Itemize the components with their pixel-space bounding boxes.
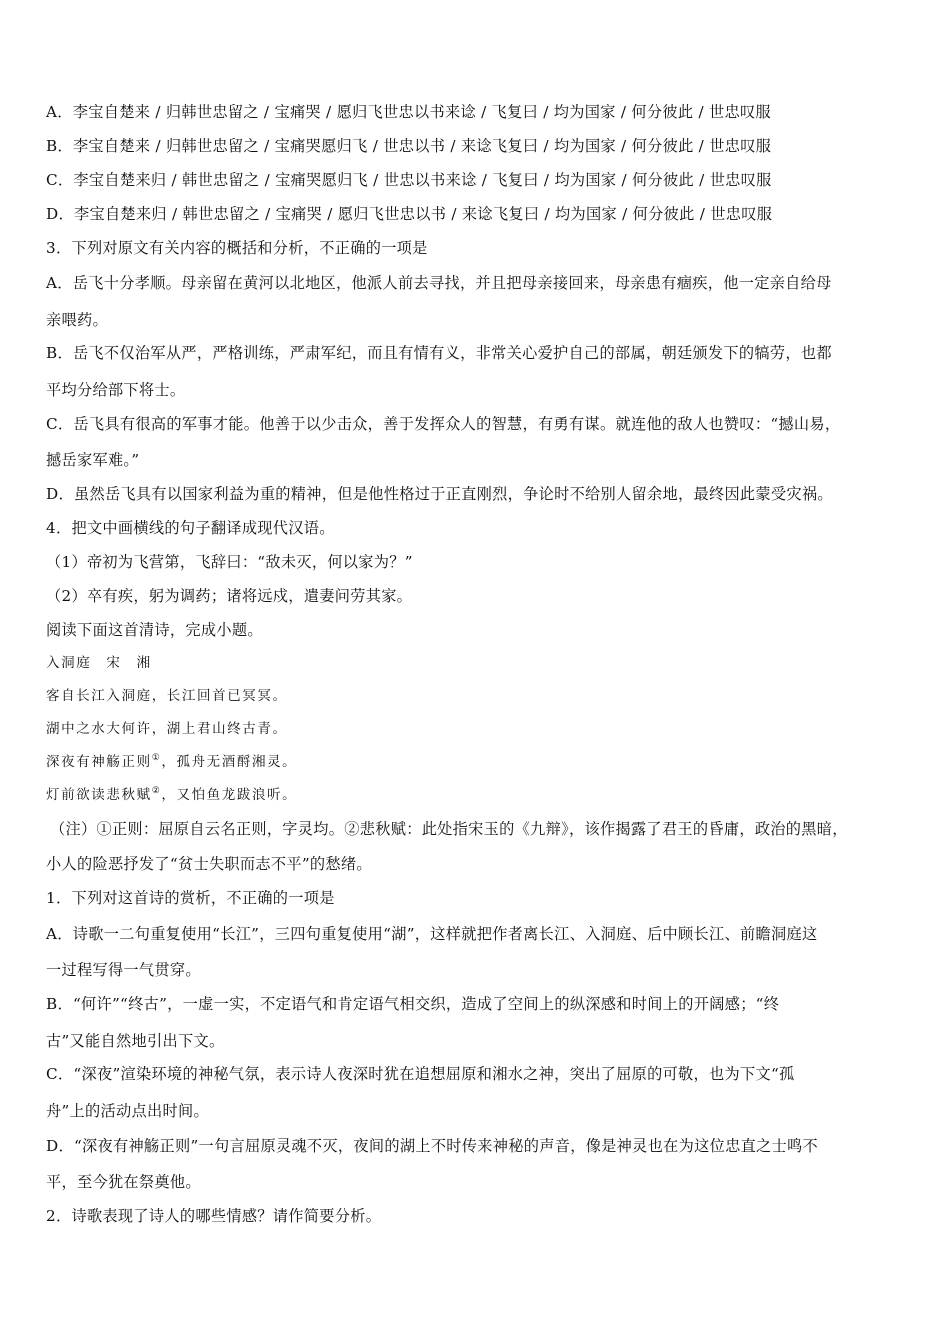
q3-option-d: D．虽然岳飞具有以国家利益为重的精神，但是他性格过于正直刚烈，争论时不给别人留余地，最终因此蒙受灾祸。 [46,485,833,503]
pq1-option-b-cont: 古”又能自然地引出下文。 [46,1032,225,1050]
pq1-option-a: A．诗歌一二句重复使用“长江”，三四句重复使用“湖”，这样就把作者离长江、入洞庭、后中顾长江、前瞻洞庭这 [46,925,818,943]
pq2-stem: 2．诗歌表现了诗人的哪些情感？请作简要分析。 [46,1207,382,1225]
q2-option-d: D．李宝自楚来归 / 韩世忠留之 / 宝痛哭 / 愿归飞世忠以书 / 来谂飞复曰 / 均为国家 / 何分彼此 / 世忠叹服 [46,205,773,223]
q4-stem: 4．把文中画横线的句子翻译成现代汉语。 [46,519,335,537]
poem-line-4: 灯前欲读悲秋赋②，又怕鱼龙跋浪听。 [46,786,298,803]
q3-option-b-cont: 平均分给部下将士。 [46,381,186,399]
pq1-option-a-cont: 一过程写得一气贯穿。 [46,961,201,979]
q2-option-c: C．李宝自楚来归 / 韩世忠留之 / 宝痛哭愿归飞 / 世忠以书来谂 / 飞复曰 / 均为国家 / 何分彼此 / 世忠叹服 [46,171,772,189]
poem-note: （注）①正则：屈原自云名正则，字灵均。②悲秋赋：此处指宋玉的《九辩》，该作揭露了君王的昏庸，政治的黑暗， [50,820,848,838]
q2-option-a: A．李宝自楚来 / 归韩世忠留之 / 宝痛哭 / 愿归飞世忠以书来谂 / 飞复曰 / 均为国家 / 何分彼此 / 世忠叹服 [46,103,771,121]
pq1-option-c: C．“深夜”渲染环境的神秘气氛，表示诗人夜深时犹在追想屈原和湘水之神，突出了屈原的可敬，也为下文“孤 [46,1065,795,1083]
pq1-stem: 1．下列对这首诗的赏析，不正确的一项是 [46,889,335,907]
pq1-option-d: D．“深夜有神觞正则”一句言屈原灵魂不灭，夜间的湖上不时传来神秘的声音，像是神灵也在为这位忠直之士鸣不 [46,1137,819,1155]
q4-sentence-2: （2）卒有疾，躬为调药；诸将远戍，遣妻问劳其家。 [46,587,413,605]
q3-option-b: B．岳飞不仅治军从严，严格训练，严肃军纪，而且有情有义，非常关心爱护自己的部属，朝廷颁发下的犒劳，也都 [46,344,832,362]
poem-note-cont: 小人的险恶抒发了“贫士失职而志不平”的愁绪。 [46,855,372,873]
q3-option-a-cont: 亲喂药。 [46,311,108,329]
q4-sentence-1: （1）帝初为飞营第，飞辞曰：“敌未灭，何以家为？” [46,553,413,571]
q3-option-c: C．岳飞具有很高的军事才能。他善于以少击众，善于发挥众人的智慧，有勇有谋。就连他的敌人也赞叹：“撼山易， [46,415,841,433]
footnote-marker-2: ② [151,786,162,796]
poem-line-1: 客自长江入洞庭，长江回首已冥冥。 [46,688,288,704]
poem-title: 入洞庭 宋 湘 [46,655,152,671]
poem-line-2: 湖中之水大何许，湖上君山终古青。 [46,721,288,737]
pq1-option-d-cont: 平，至今犹在祭奠他。 [46,1173,201,1191]
q3-option-c-cont: 撼岳家军难。” [46,451,140,469]
footnote-marker-1: ① [151,753,162,763]
poem-intro: 阅读下面这首清诗，完成小题。 [46,621,263,639]
q3-option-a: A．岳飞十分孝顺。母亲留在黄河以北地区，他派人前去寻找，并且把母亲接回来，母亲患有痼疾，他一定亲自给母 [46,274,832,292]
poem-line-3: 深夜有神觞正则①，孤舟无酒酹湘灵。 [46,753,298,770]
q2-option-b: B．李宝自楚来 / 归韩世忠留之 / 宝痛哭愿归飞 / 世忠以书 / 来谂飞复曰 / 均为国家 / 何分彼此 / 世忠叹服 [46,137,772,155]
q3-stem: 3．下列对原文有关内容的概括和分析，不正确的一项是 [46,239,428,257]
pq1-option-c-cont: 舟”上的活动点出时间。 [46,1102,209,1120]
pq1-option-b: B．“何许”“终古”，一虚一实，不定语气和肯定语气相交织，造成了空间上的纵深感和时间上的开阔感；“终 [46,995,780,1013]
